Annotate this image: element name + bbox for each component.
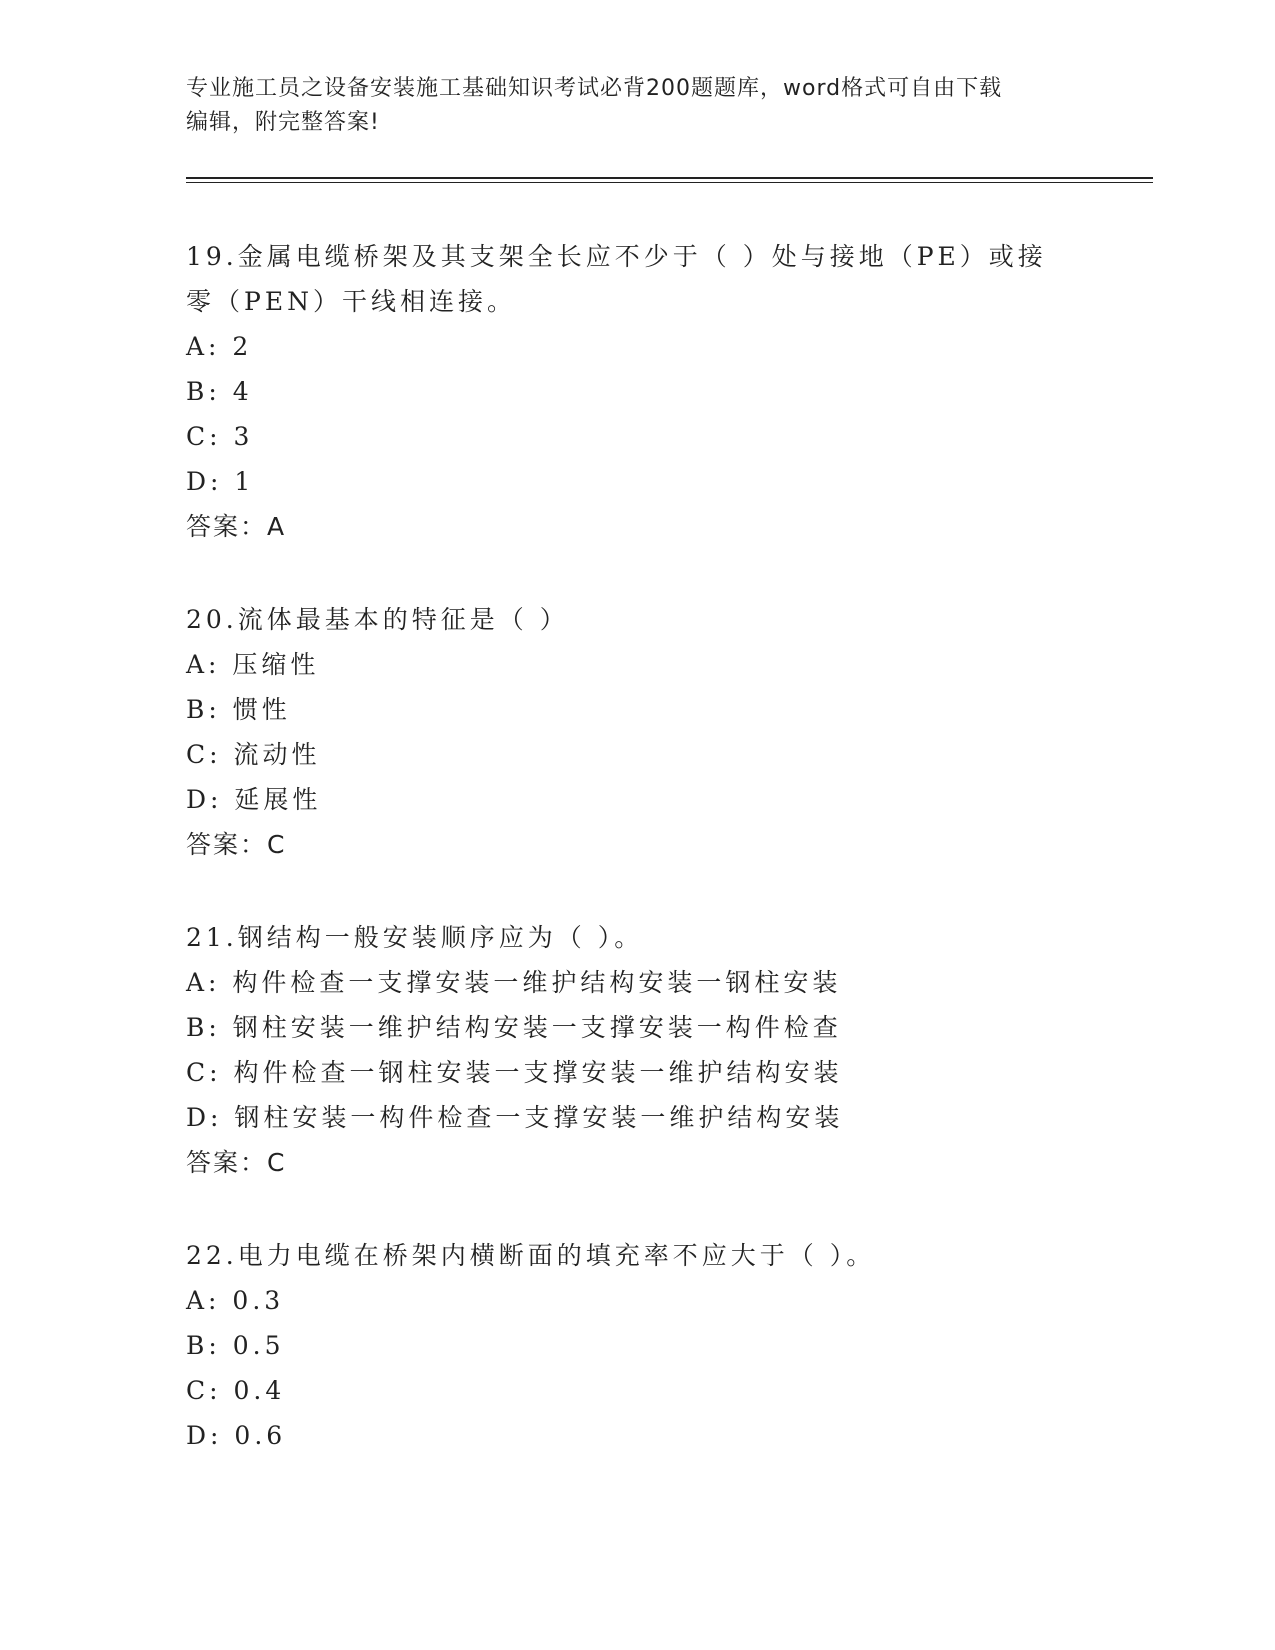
option-b: B: 4 [186, 377, 253, 406]
option-c: C: 构件检查一钢柱安装一支撑安装一维护结构安装 [186, 1058, 843, 1087]
answer-line: 答案：C [186, 1148, 287, 1177]
question-list [186, 234, 1086, 1506]
option-c: C: 0.4 [186, 1376, 286, 1405]
question-22 [186, 1233, 1086, 1458]
option-b: B: 0.5 [186, 1331, 285, 1360]
option-c: C: 3 [186, 422, 254, 451]
option-a: A: 压缩性 [186, 650, 320, 679]
question-19 [186, 234, 1086, 549]
question-stem: 22.电力电缆在桥架内横断面的填充率不应大于（ ）。 [186, 1241, 876, 1270]
answer-line: 答案：C [186, 830, 287, 859]
option-a: A: 构件检查一支撑安装一维护结构安装一钢柱安装 [186, 968, 842, 997]
question-stem: 21.钢结构一般安装顺序应为（ ）。 [186, 923, 644, 952]
question-21 [186, 915, 1086, 1185]
option-a: A: 0.3 [186, 1286, 285, 1315]
question-stem: 19.金属电缆桥架及其支架全长应不少于（ ）处与接地（PE）或接零（PEN）干线相连接。 [186, 242, 1047, 316]
option-a: A: 2 [186, 332, 253, 361]
header-line-1: 专业施工员之设备安装施工基础知识考试必背200题题库，word格式可自由下载 [186, 76, 1003, 101]
option-c: C: 流动性 [186, 740, 321, 769]
option-d: D: 钢柱安装一构件检查一支撑安装一维护结构安装 [186, 1103, 844, 1132]
header-line-2: 编辑，附完整答案! [186, 110, 380, 135]
option-d: D: 延展性 [186, 785, 322, 814]
answer-line: 答案：A [186, 512, 287, 541]
option-d: D: 0.6 [186, 1421, 287, 1450]
option-b: B: 惯性 [186, 695, 291, 724]
document-header [186, 72, 1066, 140]
option-b: B: 钢柱安装一维护结构安装一支撑安装一构件检查 [186, 1013, 842, 1042]
header-divider [186, 177, 1153, 179]
question-20 [186, 597, 1086, 867]
option-d: D: 1 [186, 467, 255, 496]
header-divider-thin [186, 182, 1153, 183]
question-stem: 20.流体最基本的特征是（ ） [186, 605, 569, 634]
